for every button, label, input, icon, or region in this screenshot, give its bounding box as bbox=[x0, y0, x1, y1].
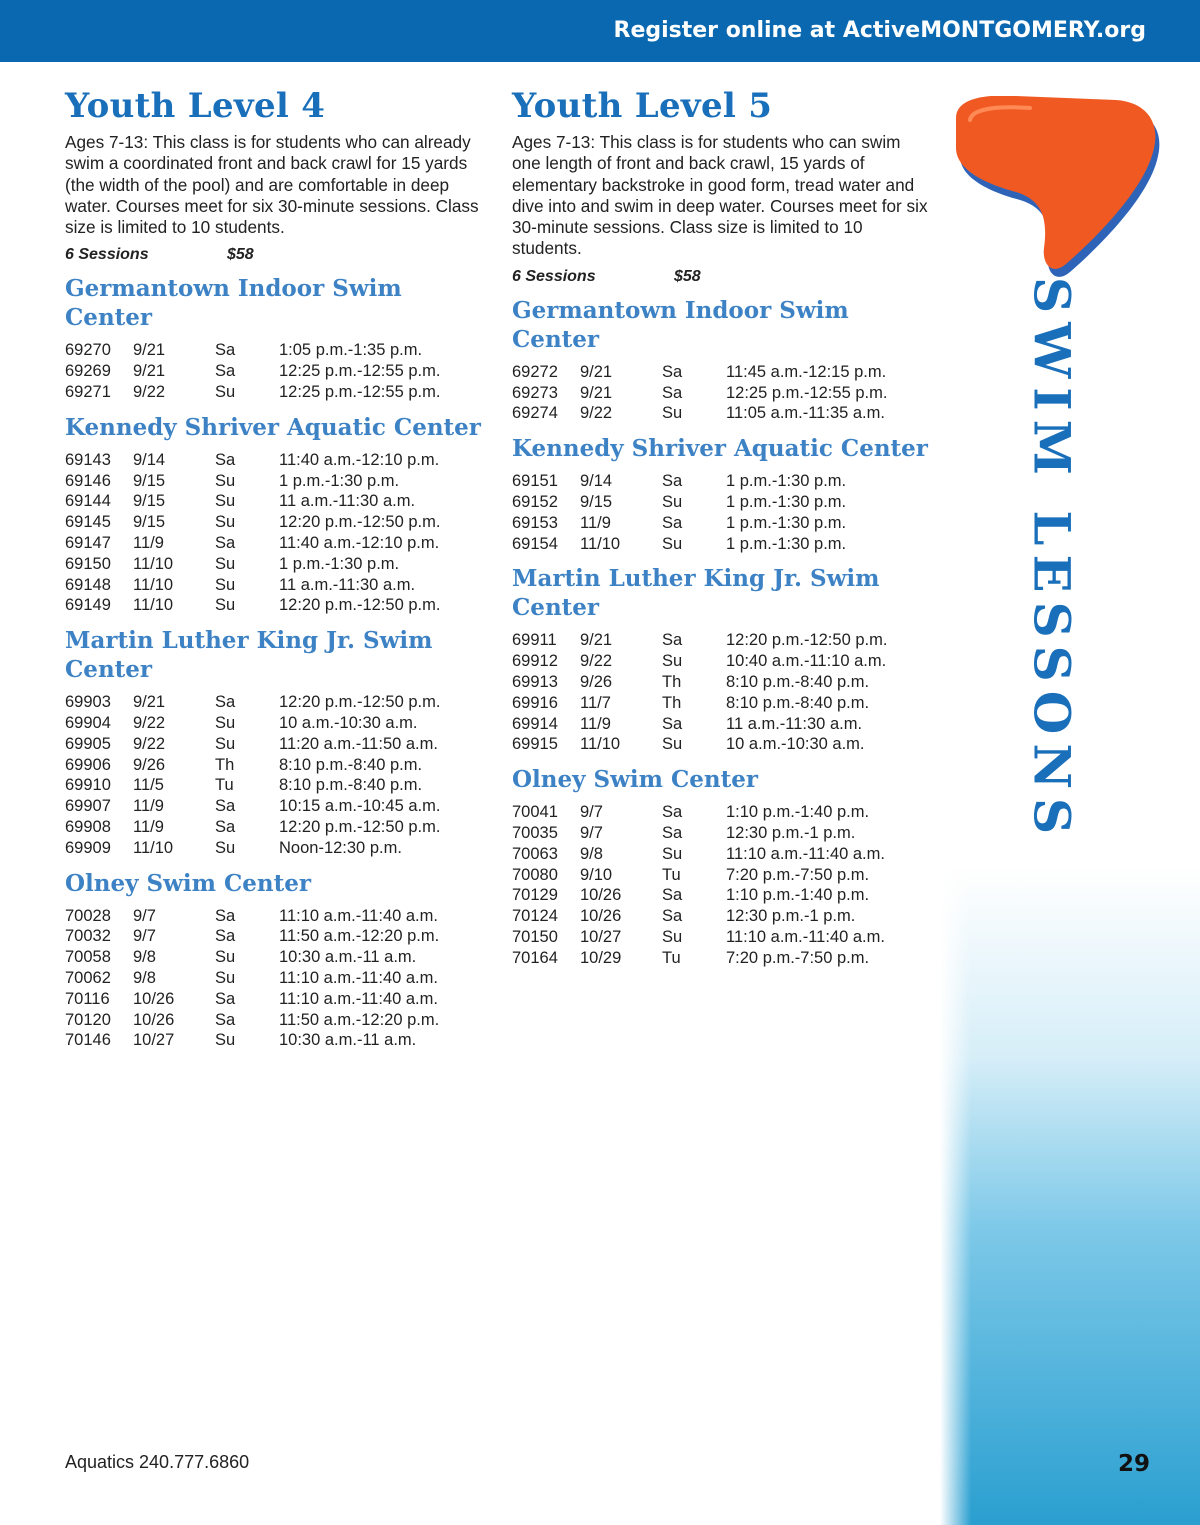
start-date: 11/10 bbox=[580, 735, 621, 754]
day: Su bbox=[662, 404, 683, 423]
day: Sa bbox=[215, 450, 236, 469]
day: Su bbox=[215, 471, 236, 490]
start-date: 11/7 bbox=[580, 693, 611, 712]
course-number: 69905 bbox=[65, 734, 111, 753]
schedule-row bbox=[512, 802, 932, 823]
day: Su bbox=[215, 575, 236, 594]
time: 1 p.m.-1:30 p.m. bbox=[726, 513, 847, 532]
time: 7:20 p.m.-7:50 p.m. bbox=[726, 865, 870, 884]
time: 10:15 a.m.-10:45 a.m. bbox=[279, 797, 441, 816]
level-description: Ages 7-13: This class is for students who can swim one length of front and back crawl, 15 yards of elementary backstroke in good form, tread water and dive into and swim in deep water. Courses meet for six 30-minute sessions. Class size is limited to 10 students. bbox=[512, 132, 928, 259]
day: Sa bbox=[662, 803, 683, 822]
course-number: 69907 bbox=[65, 797, 111, 816]
center-name: Martin Luther King Jr. Swim Center bbox=[65, 627, 433, 684]
day: Su bbox=[215, 714, 236, 733]
course-number: 70116 bbox=[65, 989, 110, 1008]
day: Sa bbox=[662, 631, 683, 650]
start-date: 9/21 bbox=[580, 383, 613, 402]
time: 1:05 p.m.-1:35 p.m. bbox=[279, 341, 423, 360]
course-number: 69146 bbox=[65, 471, 111, 490]
day: Su bbox=[215, 554, 236, 573]
level-title: Youth Level 5 bbox=[512, 86, 773, 126]
schedule-table bbox=[65, 450, 485, 616]
start-date: 11/9 bbox=[133, 797, 164, 816]
time: 12:20 p.m.-12:50 p.m. bbox=[279, 693, 441, 712]
time: 12:20 p.m.-12:50 p.m. bbox=[279, 513, 441, 532]
schedule-table bbox=[512, 802, 932, 968]
schedule-row bbox=[512, 534, 932, 555]
schedule-row bbox=[65, 1030, 485, 1051]
day: Su bbox=[215, 513, 236, 532]
start-date: 9/14 bbox=[133, 450, 166, 469]
start-date: 10/26 bbox=[580, 886, 622, 905]
schedule-row bbox=[65, 817, 485, 838]
course-number: 69909 bbox=[65, 838, 111, 857]
start-date: 10/27 bbox=[133, 1031, 175, 1050]
time: 11:05 a.m.-11:35 a.m. bbox=[726, 404, 885, 423]
course-number: 69908 bbox=[65, 818, 111, 837]
start-date: 9/7 bbox=[580, 803, 603, 822]
time: 12:20 p.m.-12:50 p.m. bbox=[726, 631, 888, 650]
start-date: 11/5 bbox=[133, 776, 164, 795]
start-date: 9/8 bbox=[133, 948, 156, 967]
schedule-row bbox=[65, 340, 485, 361]
time: 10 a.m.-10:30 a.m. bbox=[279, 714, 418, 733]
schedule-row bbox=[512, 492, 932, 513]
time: 11:50 a.m.-12:20 p.m. bbox=[279, 927, 440, 946]
time: 10:30 a.m.-11 a.m. bbox=[279, 948, 417, 967]
schedule-row bbox=[512, 383, 932, 404]
schedule-row bbox=[65, 775, 485, 796]
start-date: 9/10 bbox=[580, 865, 613, 884]
time: 1:10 p.m.-1:40 p.m. bbox=[726, 803, 870, 822]
time: 11 a.m.-11:30 a.m. bbox=[279, 492, 416, 511]
time: 1 p.m.-1:30 p.m. bbox=[279, 554, 400, 573]
course-number: 69273 bbox=[512, 383, 558, 402]
day: Sa bbox=[662, 714, 683, 733]
session-price-line bbox=[512, 268, 932, 286]
course-number: 69152 bbox=[512, 492, 558, 511]
schedule-row bbox=[65, 491, 485, 512]
schedule-row bbox=[65, 595, 485, 616]
time: 12:30 p.m.-1 p.m. bbox=[726, 823, 856, 842]
schedule-row bbox=[65, 906, 485, 927]
day: Su bbox=[662, 927, 683, 946]
start-date: 11/10 bbox=[133, 838, 174, 857]
day: Su bbox=[662, 652, 683, 671]
start-date: 9/14 bbox=[580, 472, 613, 491]
course-number: 70080 bbox=[512, 865, 558, 884]
day: Sa bbox=[662, 823, 683, 842]
day: Sa bbox=[215, 534, 236, 553]
center-name: Olney Swim Center bbox=[512, 766, 759, 794]
time: 1 p.m.-1:30 p.m. bbox=[726, 492, 847, 511]
schedule-row bbox=[65, 554, 485, 575]
schedule-row bbox=[512, 471, 932, 492]
day: Su bbox=[215, 492, 236, 511]
schedule-row bbox=[65, 512, 485, 533]
day: Sa bbox=[215, 1010, 236, 1029]
course-number: 70063 bbox=[512, 844, 558, 863]
schedule-row bbox=[65, 947, 485, 968]
course-number: 70150 bbox=[512, 927, 558, 946]
day: Sa bbox=[215, 693, 236, 712]
schedule-row bbox=[512, 865, 932, 886]
time: 12:25 p.m.-12:55 p.m. bbox=[726, 383, 888, 402]
day: Sa bbox=[662, 362, 683, 381]
schedule-row bbox=[65, 361, 485, 382]
center-name: Germantown Indoor Swim Center bbox=[512, 296, 849, 353]
time: 11:50 a.m.-12:20 p.m. bbox=[279, 1010, 440, 1029]
time: 8:10 p.m.-8:40 p.m. bbox=[726, 672, 870, 691]
schedule-table bbox=[512, 362, 932, 424]
course-number: 69274 bbox=[512, 404, 558, 423]
center-name: Martin Luther King Jr. Swim Center bbox=[512, 565, 880, 622]
schedule-row bbox=[65, 968, 485, 989]
start-date: 9/21 bbox=[133, 693, 166, 712]
schedule-table bbox=[512, 630, 932, 755]
course-number: 70164 bbox=[512, 948, 558, 967]
course-number: 69910 bbox=[65, 776, 111, 795]
course-number: 70032 bbox=[65, 927, 111, 946]
day: Th bbox=[215, 755, 235, 774]
start-date: 9/8 bbox=[133, 969, 156, 988]
course-number: 69269 bbox=[65, 362, 111, 381]
start-date: 11/10 bbox=[580, 534, 621, 553]
course-number: 69270 bbox=[65, 341, 111, 360]
day: Su bbox=[215, 596, 236, 615]
start-date: 9/22 bbox=[580, 404, 613, 423]
time: 12:20 p.m.-12:50 p.m. bbox=[279, 818, 441, 837]
schedule-table bbox=[65, 340, 485, 402]
level-title: Youth Level 4 bbox=[65, 86, 326, 126]
start-date: 9/26 bbox=[580, 672, 613, 691]
center-name: Kennedy Shriver Aquatic Center bbox=[65, 413, 481, 441]
sessions-label: 6 Sessions bbox=[65, 246, 149, 264]
start-date: 9/22 bbox=[133, 714, 166, 733]
course-number: 69904 bbox=[65, 714, 111, 733]
course-number: 69913 bbox=[512, 672, 558, 691]
time: 10 a.m.-10:30 a.m. bbox=[726, 735, 865, 754]
schedule-row bbox=[65, 471, 485, 492]
schedule-row bbox=[65, 382, 485, 403]
start-date: 9/7 bbox=[580, 823, 603, 842]
schedule-row bbox=[65, 575, 485, 596]
time: 1 p.m.-1:30 p.m. bbox=[726, 534, 847, 553]
day: Sa bbox=[215, 989, 236, 1008]
course-number: 70028 bbox=[65, 906, 111, 925]
course-number: 69903 bbox=[65, 693, 111, 712]
schedule-row bbox=[65, 533, 485, 554]
day: Tu bbox=[662, 865, 681, 884]
day: Sa bbox=[215, 341, 236, 360]
time: 1 p.m.-1:30 p.m. bbox=[726, 472, 847, 491]
center-name: Germantown Indoor Swim Center bbox=[65, 275, 402, 332]
day: Su bbox=[662, 735, 683, 754]
start-date: 9/15 bbox=[133, 471, 166, 490]
schedule-row bbox=[512, 906, 932, 927]
footer-contact: Aquatics 240.777.6860 bbox=[65, 1452, 250, 1472]
start-date: 9/15 bbox=[133, 513, 166, 532]
start-date: 9/8 bbox=[580, 844, 603, 863]
time: 11:40 a.m.-12:10 p.m. bbox=[279, 450, 440, 469]
start-date: 9/15 bbox=[580, 492, 613, 511]
day: Th bbox=[662, 693, 682, 712]
start-date: 10/26 bbox=[133, 989, 175, 1008]
time: 11:10 a.m.-11:40 a.m. bbox=[279, 989, 438, 1008]
schedule-row bbox=[65, 796, 485, 817]
center-name: Kennedy Shriver Aquatic Center bbox=[512, 435, 928, 463]
day: Sa bbox=[662, 383, 683, 402]
time: 11:10 a.m.-11:40 a.m. bbox=[726, 927, 885, 946]
time: 12:20 p.m.-12:50 p.m. bbox=[279, 596, 441, 615]
course-number: 69154 bbox=[512, 534, 558, 553]
schedule-row bbox=[512, 513, 932, 534]
schedule-row bbox=[65, 734, 485, 755]
schedule-table bbox=[65, 906, 485, 1052]
day: Su bbox=[662, 534, 683, 553]
schedule-row bbox=[512, 714, 932, 735]
time: 11:40 a.m.-12:10 p.m. bbox=[279, 534, 440, 553]
day: Sa bbox=[215, 906, 236, 925]
course-number: 69272 bbox=[512, 362, 558, 381]
day: Su bbox=[215, 734, 236, 753]
schedule-row bbox=[65, 450, 485, 471]
time: 11:10 a.m.-11:40 a.m. bbox=[279, 969, 438, 988]
start-date: 9/21 bbox=[580, 631, 613, 650]
start-date: 9/26 bbox=[133, 755, 166, 774]
course-number: 69147 bbox=[65, 534, 111, 553]
time: 11:10 a.m.-11:40 a.m. bbox=[279, 906, 438, 925]
start-date: 11/9 bbox=[133, 818, 164, 837]
day: Sa bbox=[215, 927, 236, 946]
day: Su bbox=[662, 844, 683, 863]
time: Noon-12:30 p.m. bbox=[279, 838, 402, 857]
course-number: 69911 bbox=[512, 631, 557, 650]
day: Su bbox=[662, 492, 683, 511]
youth-level-5-column bbox=[512, 86, 932, 979]
course-number: 69143 bbox=[65, 450, 111, 469]
start-date: 11/9 bbox=[580, 513, 611, 532]
course-number: 69149 bbox=[65, 596, 111, 615]
day: Su bbox=[215, 1031, 236, 1050]
start-date: 11/9 bbox=[580, 714, 611, 733]
time: 11:20 a.m.-11:50 a.m. bbox=[279, 734, 438, 753]
course-number: 69912 bbox=[512, 652, 558, 671]
schedule-row bbox=[65, 989, 485, 1010]
day: Sa bbox=[662, 907, 683, 926]
start-date: 10/27 bbox=[580, 927, 622, 946]
side-title: SWIM LESSONS bbox=[1022, 276, 1082, 844]
start-date: 10/26 bbox=[133, 1010, 175, 1029]
schedule-row bbox=[512, 823, 932, 844]
start-date: 9/21 bbox=[133, 362, 166, 381]
course-number: 69144 bbox=[65, 492, 111, 511]
time: 11 a.m.-11:30 a.m. bbox=[279, 575, 416, 594]
time: 12:25 p.m.-12:55 p.m. bbox=[279, 383, 441, 402]
header-bar bbox=[0, 0, 1200, 62]
start-date: 9/7 bbox=[133, 927, 156, 946]
course-number: 69271 bbox=[65, 383, 111, 402]
course-number: 69915 bbox=[512, 735, 558, 754]
session-price-line bbox=[65, 246, 485, 264]
start-date: 9/21 bbox=[133, 341, 166, 360]
day: Sa bbox=[215, 818, 236, 837]
start-date: 9/22 bbox=[133, 383, 166, 402]
schedule-row bbox=[65, 838, 485, 859]
time: 8:10 p.m.-8:40 p.m. bbox=[279, 755, 423, 774]
level-description: Ages 7-13: This class is for students who can already swim a coordinated front and back crawl for 15 yards (the width of the pool) and are comfortable in deep water. Courses meet for six 30-minute sessions. Class size is limited to 10 students. bbox=[65, 132, 479, 238]
course-number: 69148 bbox=[65, 575, 111, 594]
time: 12:25 p.m.-12:55 p.m. bbox=[279, 362, 441, 381]
start-date: 11/10 bbox=[133, 575, 174, 594]
page-number: 29 bbox=[1118, 1451, 1151, 1477]
course-number: 70124 bbox=[512, 907, 558, 926]
time: 7:20 p.m.-7:50 p.m. bbox=[726, 948, 870, 967]
schedule-row bbox=[512, 734, 932, 755]
start-date: 10/29 bbox=[580, 948, 622, 967]
schedule-row bbox=[65, 692, 485, 713]
start-date: 9/21 bbox=[580, 362, 613, 381]
course-number: 69916 bbox=[512, 693, 558, 712]
start-date: 9/22 bbox=[580, 652, 613, 671]
day: Su bbox=[215, 948, 236, 967]
day: Sa bbox=[662, 472, 683, 491]
time: 8:10 p.m.-8:40 p.m. bbox=[726, 693, 870, 712]
course-number: 69150 bbox=[65, 554, 111, 573]
schedule-table bbox=[512, 471, 932, 554]
schedule-row bbox=[512, 630, 932, 651]
schedule-row bbox=[512, 885, 932, 906]
register-link[interactable]: Register online at ActiveMONTGOMERY.org bbox=[613, 18, 1146, 43]
day: Th bbox=[662, 672, 682, 691]
start-date: 10/26 bbox=[580, 907, 622, 926]
course-number: 69906 bbox=[65, 755, 111, 774]
schedule-row bbox=[512, 651, 932, 672]
schedule-row bbox=[512, 693, 932, 714]
time: 8:10 p.m.-8:40 p.m. bbox=[279, 776, 423, 795]
price: $58 bbox=[227, 246, 254, 264]
time: 11:10 a.m.-11:40 a.m. bbox=[726, 844, 885, 863]
time: 12:30 p.m.-1 p.m. bbox=[726, 907, 856, 926]
schedule-row bbox=[512, 844, 932, 865]
schedule-row bbox=[65, 1010, 485, 1031]
time: 1 p.m.-1:30 p.m. bbox=[279, 471, 400, 490]
start-date: 11/10 bbox=[133, 554, 174, 573]
day: Sa bbox=[215, 362, 236, 381]
course-number: 69153 bbox=[512, 513, 558, 532]
schedule-row bbox=[512, 672, 932, 693]
day: Su bbox=[215, 838, 236, 857]
course-number: 69145 bbox=[65, 513, 111, 532]
schedule-row bbox=[512, 948, 932, 969]
center-name: Olney Swim Center bbox=[65, 869, 312, 897]
day: Sa bbox=[662, 513, 683, 532]
schedule-row bbox=[65, 713, 485, 734]
course-number: 69914 bbox=[512, 714, 558, 733]
day: Tu bbox=[215, 776, 234, 795]
schedule-row bbox=[512, 927, 932, 948]
schedule-row bbox=[512, 403, 932, 424]
day: Su bbox=[215, 969, 236, 988]
schedule-row bbox=[65, 926, 485, 947]
course-number: 70041 bbox=[512, 803, 558, 822]
schedule-row bbox=[65, 755, 485, 776]
course-number: 70146 bbox=[65, 1031, 111, 1050]
time: 11 a.m.-11:30 a.m. bbox=[726, 714, 863, 733]
schedule-table bbox=[65, 692, 485, 858]
start-date: 9/15 bbox=[133, 492, 166, 511]
day: Tu bbox=[662, 948, 681, 967]
start-date: 11/9 bbox=[133, 534, 164, 553]
time: 10:40 a.m.-11:10 a.m. bbox=[726, 652, 887, 671]
kickboard-icon bbox=[950, 96, 1166, 282]
course-number: 70120 bbox=[65, 1010, 111, 1029]
sessions-label: 6 Sessions bbox=[512, 267, 596, 285]
day: Sa bbox=[662, 886, 683, 905]
course-number: 69151 bbox=[512, 472, 558, 491]
course-number: 70129 bbox=[512, 886, 558, 905]
day: Su bbox=[215, 383, 236, 402]
time: 1:10 p.m.-1:40 p.m. bbox=[726, 886, 870, 905]
time: 10:30 a.m.-11 a.m. bbox=[279, 1031, 417, 1050]
start-date: 9/7 bbox=[133, 906, 156, 925]
schedule-row bbox=[512, 362, 932, 383]
start-date: 9/22 bbox=[133, 734, 166, 753]
course-number: 70062 bbox=[65, 969, 111, 988]
time: 11:45 a.m.-12:15 p.m. bbox=[726, 362, 887, 381]
start-date: 11/10 bbox=[133, 596, 174, 615]
day: Sa bbox=[215, 797, 236, 816]
course-number: 70035 bbox=[512, 823, 558, 842]
course-number: 70058 bbox=[65, 948, 111, 967]
youth-level-4-column bbox=[65, 86, 485, 1061]
price: $58 bbox=[674, 267, 701, 285]
